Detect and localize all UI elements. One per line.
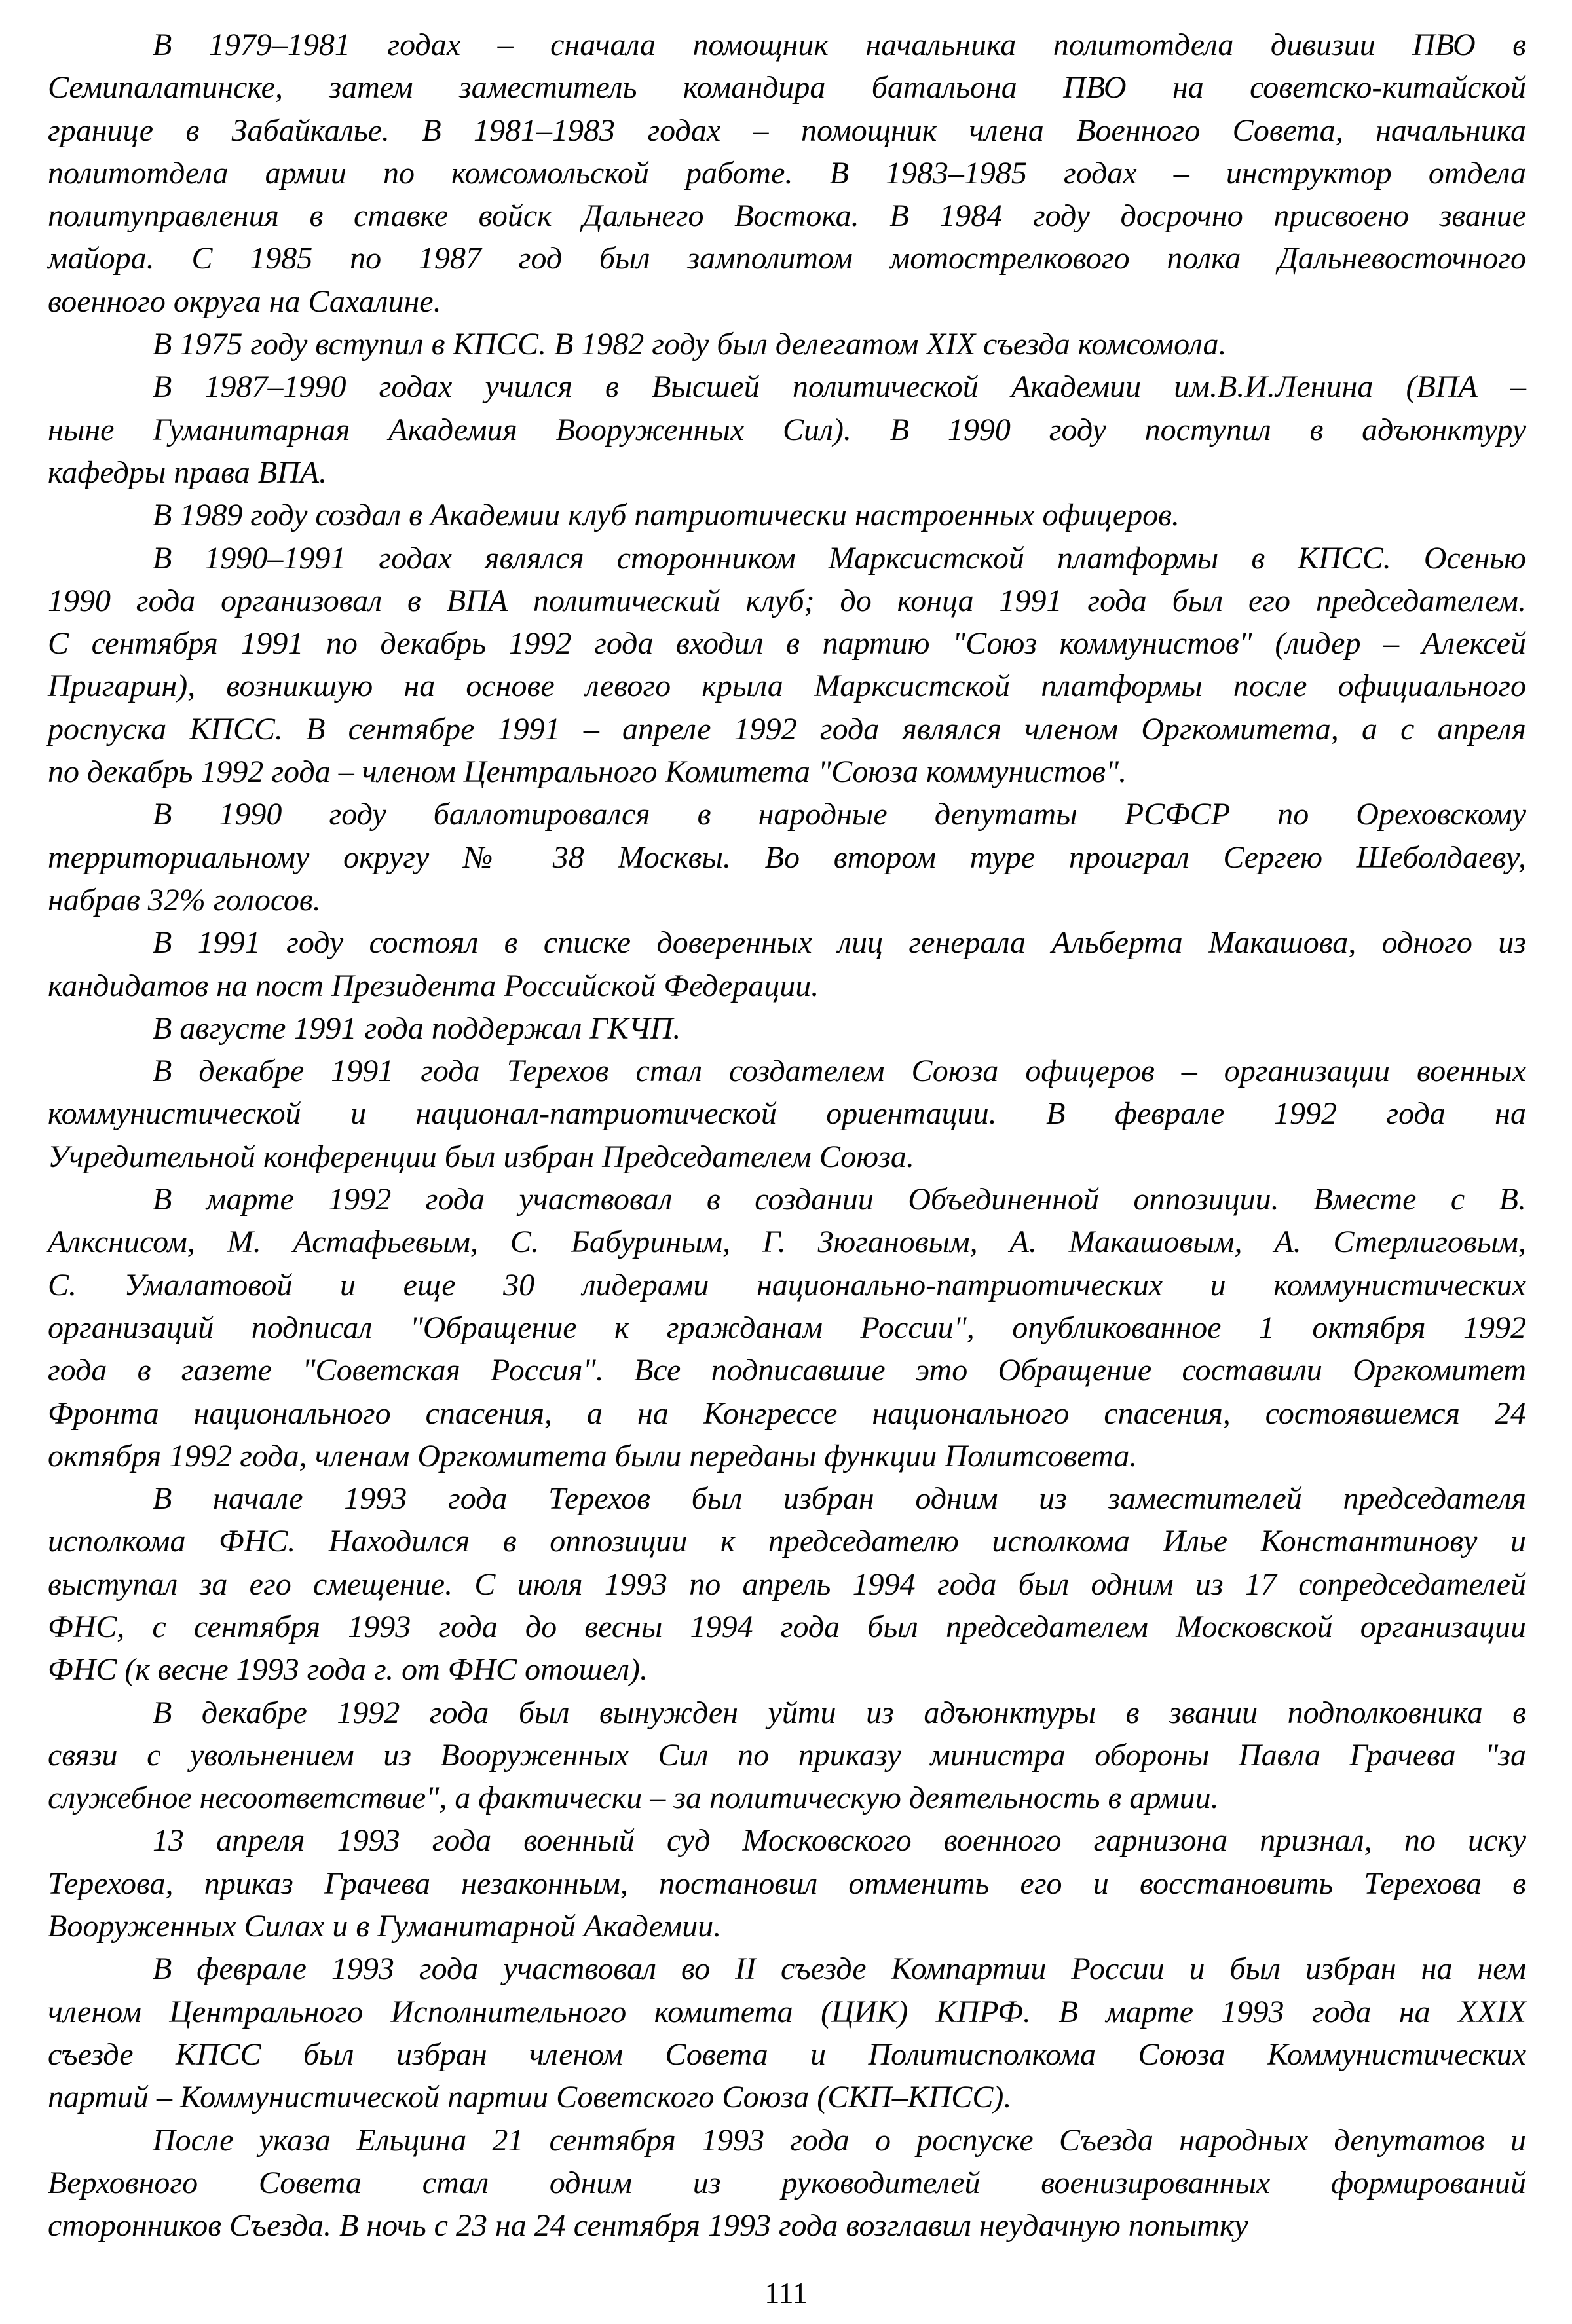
paragraph (48, 1477, 1526, 1691)
text-line: Фронта национального спасения, а на Конгрессе национального спасения, состоявшемся 24 (48, 1395, 1526, 1431)
text-line: В начале 1993 года Терехов был избран одним из заместителей председателя (153, 1481, 1526, 1517)
text-line: В 1987–1990 годах учился в Высшей политической Академии им.В.И.Ленина (ВПА – (153, 369, 1526, 405)
paragraph (48, 793, 1526, 921)
text-line: организаций подписал "Обращение к гражданам России", опубликованное 1 октября 1992 (48, 1310, 1526, 1345)
paragraph (48, 494, 1526, 536)
paragraph (48, 1050, 1526, 1178)
text-line: роспуска КПСС. В сентябре 1991 – апреле 1992 года являлся членом Оргкомитета, а с апреля (48, 711, 1526, 747)
paragraph (48, 921, 1526, 1007)
text-line: майора. С 1985 по 1987 год был замполитом мотострелкового полка Дальневосточного (48, 241, 1526, 276)
text-line: партий – Коммунистической партии Советского Союза (СКП–КПСС). (48, 2080, 1012, 2115)
text-line: В 1990–1991 годах являлся сторонником Марксистской платформы в КПСС. Осенью (153, 540, 1526, 576)
text-line: политотдела армии по комсомольской работе. В 1983–1985 годах – инструктор отдела (48, 155, 1526, 191)
text-line: С. Умалатовой и еще 30 лидерами национально-патриотических и коммунистических (48, 1267, 1526, 1302)
paragraph (48, 1178, 1526, 1477)
text-line: ФНС (к весне 1993 года г. от ФНС отошел). (48, 1652, 648, 1688)
text-line: Семипалатинске, затем заместитель командира батальона ПВО на советско-китайской (48, 70, 1526, 105)
paragraph (48, 24, 1526, 323)
text-line: кандидатов на пост Президента Российской Федерации. (48, 968, 819, 1003)
text-line: связи с увольнением из Вооруженных Сил по приказу министра обороны Павла Грачева "за (48, 1737, 1526, 1773)
text-line: октября 1992 года, членам Оргкомитета были переданы функции Политсовета. (48, 1438, 1138, 1473)
text-line: После указа Ельцина 21 сентября 1993 года о роспуске Съезда народных депутатов и (153, 2122, 1526, 2158)
text-line: В 1975 году вступил в КПСС. В 1982 году был делегатом XIX съезда комсомола. (153, 327, 1227, 362)
text-line: ФНС, с сентября 1993 года до весны 1994 года был председателем Московской организации (48, 1609, 1526, 1644)
text-line: В 1991 году состоял в списке доверенных лиц генерала Альберта Макашова, одного из (153, 925, 1526, 961)
text-line: съезде КПСС был избран членом Совета и Политисполкома Союза Коммунистических (48, 2037, 1526, 2072)
text-line: В 1989 году создал в Академии клуб патриотически настроенных офицеров. (153, 498, 1180, 533)
text-line: выступал за его смещение. С июля 1993 по апрель 1994 года был одним из 17 сопредседателей (48, 1566, 1526, 1602)
page-number: 111 (764, 2276, 808, 2310)
text-line: С сентября 1991 по декабрь 1992 года входил в партию "Союз коммунистов" (лидер – Алексей (48, 626, 1526, 661)
text-line: Вооруженных Силах и в Гуманитарной Академии. (48, 1909, 722, 1944)
paragraph (48, 1819, 1526, 1947)
text-line: В 1990 году баллотировался в народные депутаты РСФСР по Ореховскому (153, 797, 1526, 832)
text-line: Алкснисом, М. Астафьевым, С. Бабуриным, Г. Зюгановым, А. Макашовым, А. Стерлиговым, (48, 1225, 1526, 1260)
text-line: территориальному округу № 38 Москвы. Во втором туре проиграл Сергею Шеболдаеву, (48, 839, 1526, 875)
text-line: сторонников Съезда. В ночь с 23 на 24 сентября 1993 года возглавил неудачную попытку (48, 2208, 1248, 2243)
paragraph (48, 1007, 1526, 1050)
text-line: по декабрь 1992 года – членом Центрального Комитета "Союза коммунистов". (48, 754, 1127, 790)
text-line: политуправления в ставке войск Дальнего Востока. В 1984 году досрочно присвоено звание (48, 198, 1526, 234)
text-line: 1990 года организовал в ВПА политический клуб; до конца 1991 года был его председателем. (48, 583, 1526, 618)
paragraph (48, 2119, 1526, 2247)
text-line: года в газете "Советская Россия". Все подписавшие это Обращение составили Оргкомитет (48, 1353, 1526, 1388)
text-line: В августе 1991 года поддержал ГКЧП. (153, 1010, 681, 1046)
text-line: ныне Гуманитарная Академия Вооруженных Сил). В 1990 году поступил в адъюнктуру (48, 412, 1526, 447)
text-line: военного округа на Сахалине. (48, 284, 441, 319)
paragraph (48, 537, 1526, 794)
text-line: В декабре 1992 года был вынужден уйти из адъюнктуры в звании подполковника в (153, 1695, 1526, 1730)
text-line: 13 апреля 1993 года военный суд Московского военного гарнизона признал, по иску (153, 1823, 1526, 1858)
paragraph (48, 323, 1526, 365)
text-line: набрав 32% голосов. (48, 882, 321, 917)
text-line: кафедры права ВПА. (48, 454, 328, 490)
text-line: служебное несоответствие", а фактически – за политическую деятельность в армии. (48, 1780, 1219, 1816)
text-line: Учредительной конференции был избран Председателем Союза. (48, 1139, 914, 1174)
text-line: Пригарин), возникшую на основе левого крыла Марксистской платформы после официального (48, 669, 1526, 704)
text-line: границе в Забайкалье. В 1981–1983 годах – помощник члена Военного Совета, начальника (48, 113, 1526, 148)
text-line: Верховного Совета стал одним из руководителей военизированных формирований (48, 2165, 1526, 2200)
paragraph (48, 365, 1526, 494)
paragraph (48, 1947, 1526, 2118)
text-line: Терехова, приказ Грачева незаконным, постановил отменить его и восстановить Терехова в (48, 1866, 1526, 1901)
text-line: коммунистической и национал-патриотической ориентации. В феврале 1992 года на (48, 1096, 1526, 1132)
text-line: В феврале 1993 года участвовал во II съезде Компартии России и был избран на нем (153, 1951, 1526, 1987)
paragraph (48, 1691, 1526, 1820)
text-line: В марте 1992 года участвовал в создании Объединенной оппозиции. Вместе с В. (153, 1182, 1526, 1217)
body-text (48, 24, 1526, 2247)
text-line: В декабре 1991 года Терехов стал создателем Союза офицеров – организации военных (153, 1054, 1526, 1089)
text-line: членом Центрального Исполнительного комитета (ЦИК) КПРФ. В марте 1993 года на XXIX (48, 1994, 1526, 2029)
text-line: исполкома ФНС. Находился в оппозиции к председателю исполкома Илье Константинову и (48, 1524, 1526, 1559)
text-line: В 1979–1981 годах – сначала помощник начальника политотдела дивизии ПВО в (153, 28, 1526, 62)
